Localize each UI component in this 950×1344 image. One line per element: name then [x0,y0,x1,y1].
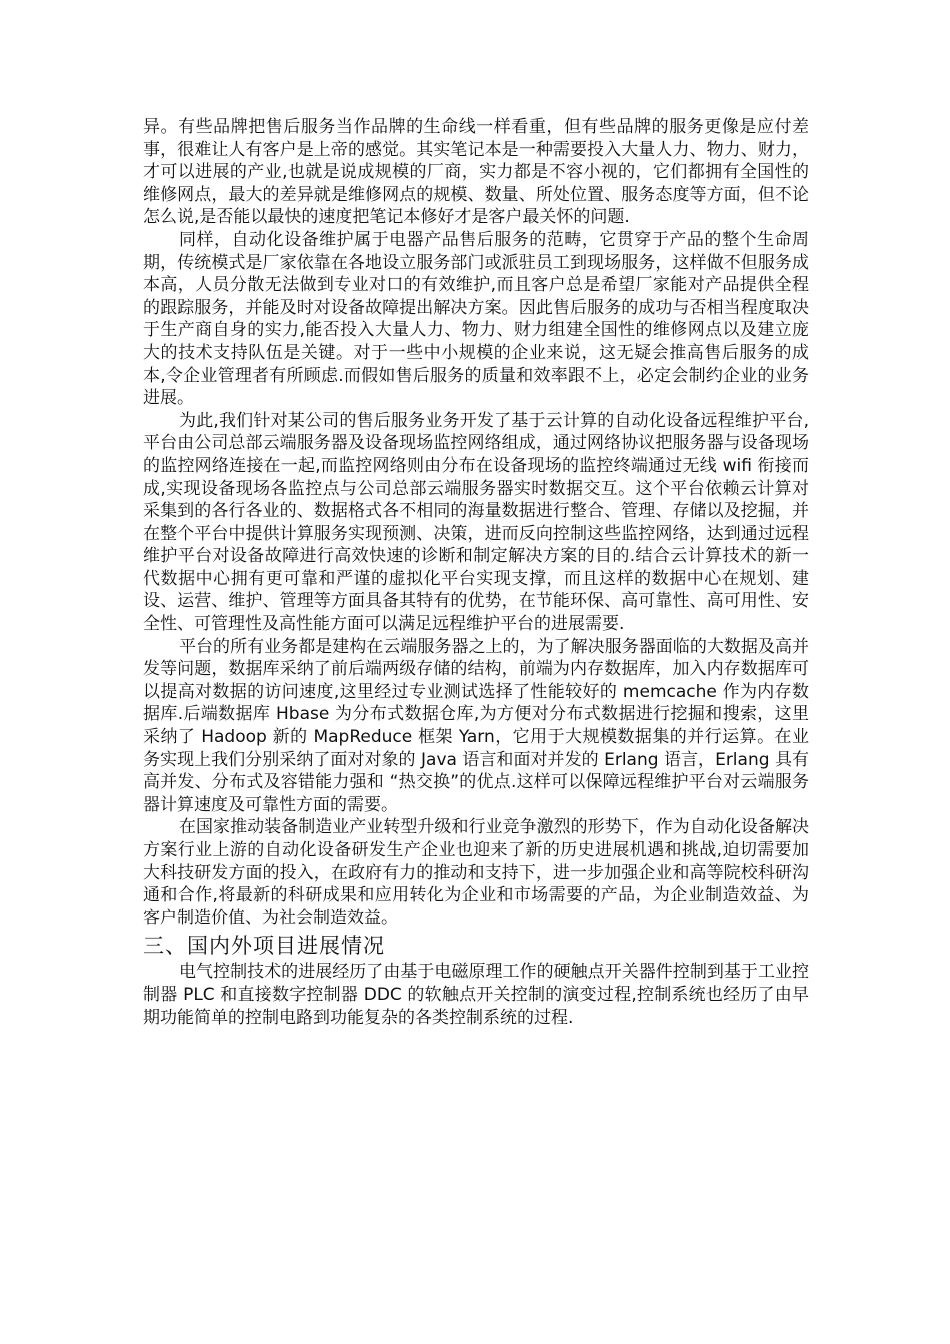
paragraph-automation-maintenance: 同样，自动化设备维护属于电器产品售后服务的范畴，它贯穿于产品的整个生命周期，传统模式是厂家依靠在各地设立服务部门或派驻员工到现场服务，这样做不但服务成本高，人员分散无法做到专业对口的有效维护,而且客户总是希望厂家能对产品提供全程的跟踪服务，并能及时对设备故障提出解决方案。因此售后服务的成功与否相当程度取决于生产商自身的实力,能否投入大量人力、物力、财力组建全国性的维修网点以及建立庞大的技术支持队伍是关键。对于一些中小规模的企业来说，这无疑会推高售后服务的成本,令企业管理者有所顾虑.而假如售后服务的质量和效率跟不上，必定会制约企业的业务进展。 [143,229,809,409]
paragraph-continuation: 异。有些品牌把售后服务当作品牌的生命线一样看重，但有些品牌的服务更像是应付差事，很难让人有客户是上帝的感觉。其实笔记本是一种需要投入大量人力、物力、财力，才可以进展的产业,也就是说成规模的厂商，实力都是不容小视的，它们都拥有全国性的维修网点，最大的差异就是维修网点的规模、数量、所处位置、服务态度等方面，但不论怎么说,是否能以最快的速度把笔记本修好才是客户最关怀的问题. [143,117,809,228]
paragraph-industry-context: 在国家推动装备制造业产业转型升级和行业竞争激烈的形势下，作为自动化设备解决方案行业上游的自动化设备研发生产企业也迎来了新的历史进展机遇和挑战,迫切需要加大科技研发方面的投入，在政府有力的推动和支持下，进一步加强企业和高等院校科研沟通和合作,将最新的科研成果和应用转化为企业和市场需要的产品，为企业制造效益、为客户制造价值、为社会制造效益。 [143,817,809,928]
paragraph-electrical-control: 电气控制技术的进展经历了由基于电磁原理工作的硬触点开关器件控制到基于工业控制器 PLC 和直接数字控制器 DDC 的软触点开关控制的演变过程,控制系统也经历了由早期功能简单的控制电路到功能复杂的各类控制系统的过程. [143,962,809,1028]
paragraph-cloud-platform: 为此,我们针对某公司的售后服务业务开发了基于云计算的自动化设备远程维护平台,平台由公司总部云端服务器及设备现场监控网络组成，通过网络协议把服务器与设备现场的监控网络连接在一起,而监控网络则由分布在设备现场的监控终端通过无线 wifi 衔接而成,实现设备现场各监控点与公司总部云端服务器实时数据交互。这个平台依赖云计算对采集到的各行各业的、数据格式各不相同的海量数据进行整合、管理、存储以及挖掘，并在整个平台中提供计算服务实现预测、决策，进而反向控制这些监控网络，达到通过远程维护平台对设备故障进行高效快速的诊断和制定解决方案的目的.结合云计算技术的新一代数据中心拥有更可靠和严谨的虚拟化平台实现支撑，而且这样的数据中心在规划、建设、运营、维护、管理等方面具备其特有的优势，在节能环保、高可靠性、高可用性、安全性、可管理性及高性能方面可以满足远程维护平台的进展需要. [143,410,809,635]
document-page [143,116,809,1029]
paragraph-server-architecture: 平台的所有业务都是建构在云端服务器之上的，为了解决服务器面临的大数据及高并发等问题，数据库采纳了前后端两级存储的结构，前端为内存数据库，加入内存数据库可以提高对数据的访问速度,这里经过专业测试选择了性能较好的 memcache 作为内存数据库.后端数据库 Hbase 为分布式数据仓库,为方便对分布式数据进行挖掘和搜索，这里采纳了 Hadoop 新的 MapReduce 框架 Yarn，它用于大规模数据集的并行运算。在业务实现上我们分别采纳了面对对象的 Java 语言和面对并发的 Erlang 语言，Erlang 具有高并发、分布式及容错能力强和 “热交换”的优点.这样可以保障远程维护平台对云端服务器计算速度及可靠性方面的需要。 [143,636,809,815]
section-heading: 三、国内外项目进展情况 [143,934,385,959]
